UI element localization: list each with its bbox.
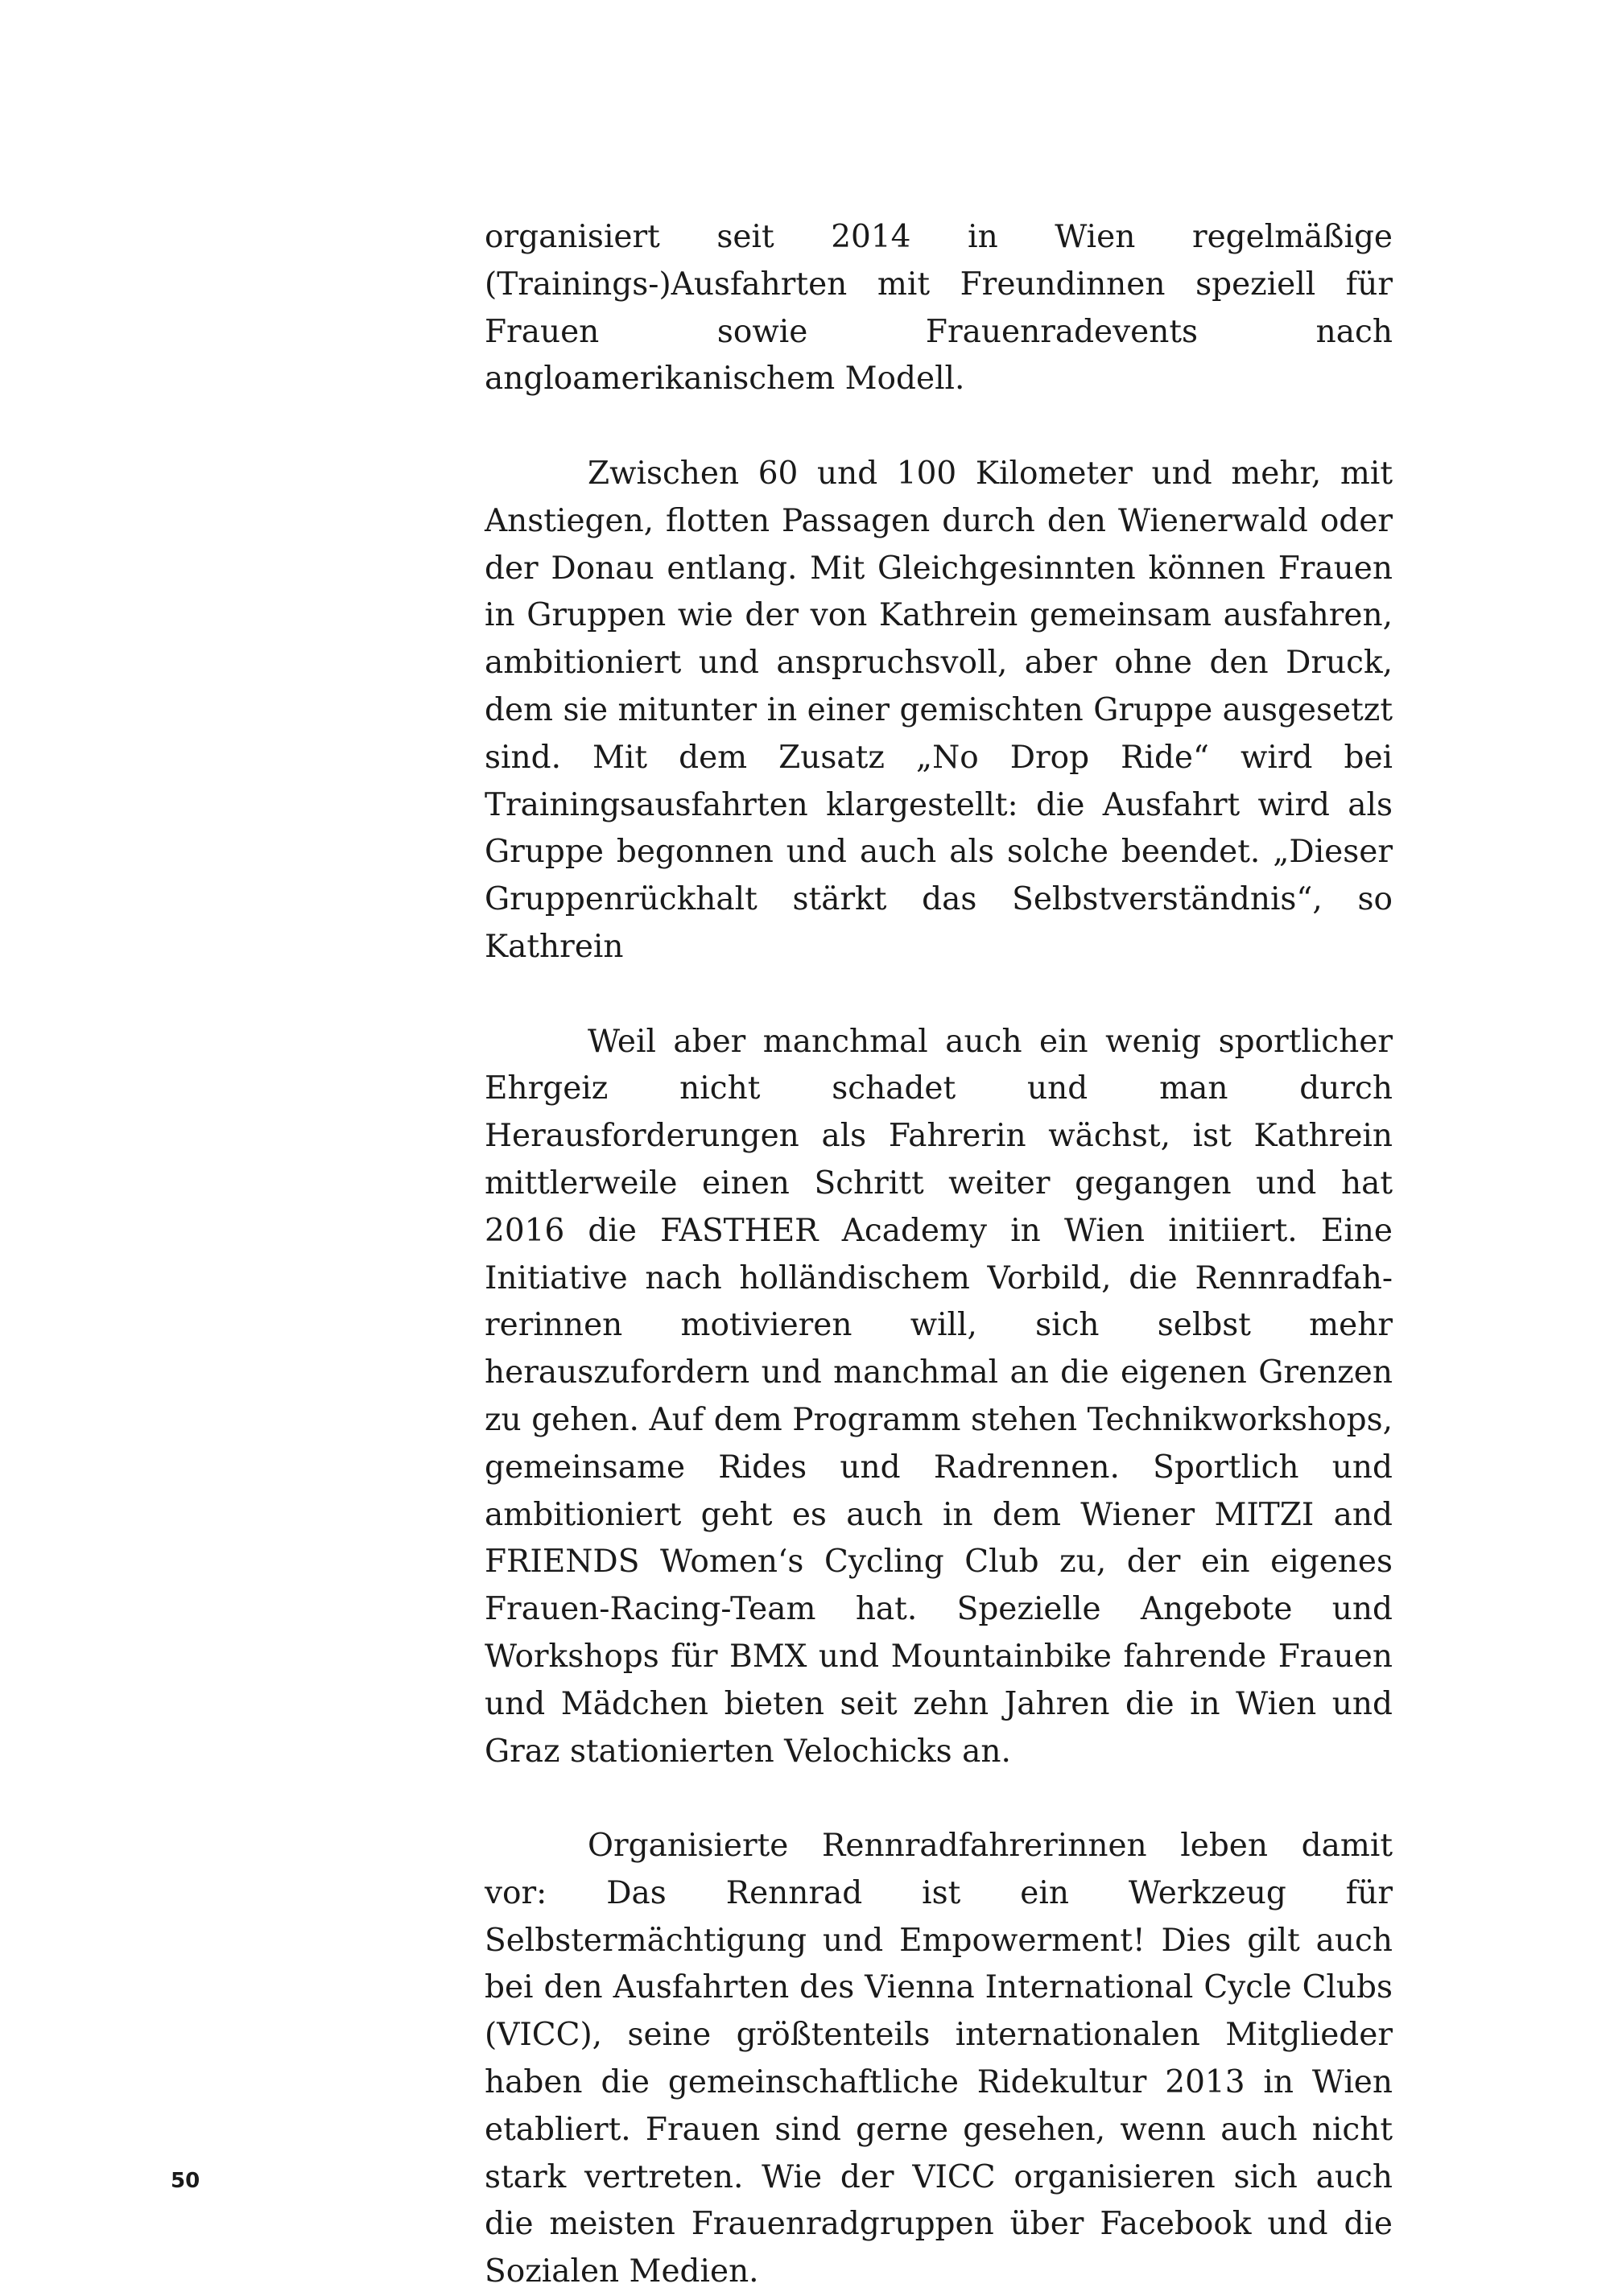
paragraph-4: Organisierte Rennradfahrerinnen leben damit vor: Das Rennrad ist ein Werkzeug für Selbstermächtigung und Empowerment! Dies gilt auch bei den Ausfahrten des Vienna International Cycle Clubs (VICC), seine größtenteils internationalen Mitglieder haben die gemeinschaftliche Ridekultur 2013 in Wien etabliert. Frauen sind gerne gesehen, wenn auch nicht stark vertreten. Wie der VICC organisieren sich auch die meisten Frauenradgruppen über Facebook und die Sozialen Medien. — [485, 1828, 1393, 2290]
paragraph-2: Zwischen 60 und 100 Kilometer und mehr, mit Anstiegen, flotten Passagen durch den Wienerwald oder der Donau entlang. Mit Gleichgesinnten können Frauen in Gruppen wie der von Kathrein gemeinsam ausfahren, ambitioniert und anspruchsvoll, aber ohne den Druck, dem sie mitunter in einer gemischten Gruppe ausgesetzt sind. Mit dem Zusatz „No Drop Ride“ wird bei Trainingsausfahrten klargestellt: die Ausfahrt wird als Gruppe begonnen und auch als solche beendet. „Dieser Gruppenrückhalt stärkt das Selbstverständnis“, so Kathrein — [485, 455, 1393, 965]
paragraph-1: organisiert seit 2014 in Wien regelmäßige (Trainings-)Ausfahrten mit Freundinnen speziell für Frauen sowie Frauenradevents nach angloamerikanischem Modell. — [485, 219, 1393, 398]
paragraph-3: Weil aber manchmal auch ein wenig sportlicher Ehrgeiz nicht schadet und man durch Herausforderungen als Fahrerin wächst, ist Kathrein mittlerweile einen Schritt weiter gegangen und hat 2016 die FASTHER Academy in Wien initiiert. Eine Initiative nach holländischem Vorbild, die Rennradfahrerinnen motivieren will, sich selbst mehr herauszufordern und manchmal an die eigenen Grenzen zu gehen. Auf dem Programm stehen Technikworkshops, gemeinsame Rides und Radrennen. Sportlich und ambitioniert geht es auch in dem Wiener MITZI and FRIENDS Women‘s Cycling Club zu, der ein eigenes Frauen-Racing-Team hat. Spezielle Angebote und Workshops für BMX und Mountainbike fahrende Frauen und Mädchen bieten seit zehn Jahren die in Wien und Graz stationierten Velochicks an. — [485, 1023, 1393, 1770]
body-text — [485, 214, 1393, 2296]
page-number: 50 — [171, 2169, 200, 2193]
